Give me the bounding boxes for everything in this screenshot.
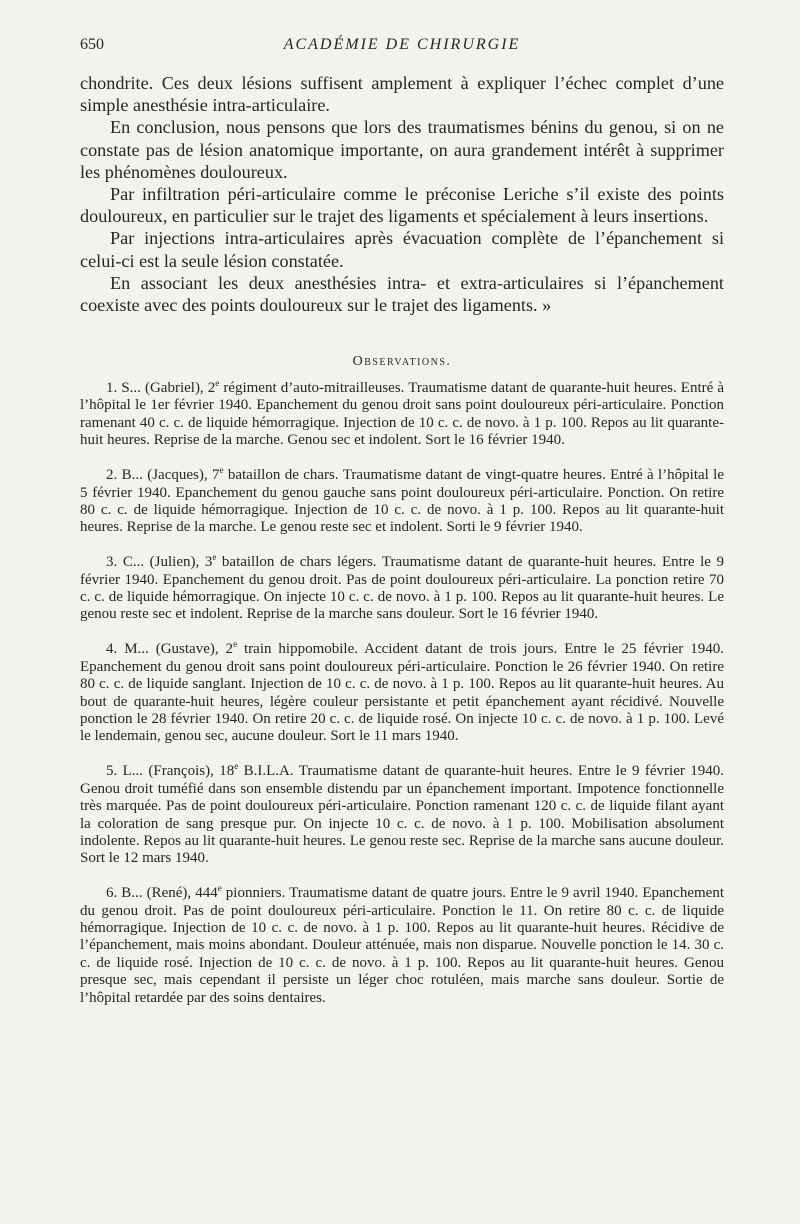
observation-item: [80, 467, 724, 537]
observation-lead: 6. B... (René), 444: [106, 885, 218, 902]
observation-item: [80, 885, 724, 1007]
paragraph: En conclusion, nous pensons que lors des traumatismes bénins du genou, si on ne constate pas de lésion anatomique importante, on aura grandement intérêt à supprimer les phénomènes douloureux.: [80, 117, 724, 182]
observation-text: bataillon de chars légers. Traumatisme datant de quarante-huit heures. Entre le 9 février 1940. Epanchement du genou droit. Pas de point douloureux péri-articulaire. La ponction retire 70 c. c. de liquide hémorragique. On injecte 10 c. c. de novo. à 1 p. 100. Repos au lit quarante-huit heures. Le genou reste sec et indolent. Reprise de la marche sans douleur. Sort le 16 février 1940.: [80, 554, 724, 623]
observation-text: bataillon de chars. Traumatisme datant de vingt-quatre heures. Entré à l’hôpital le 5 février 1940. Epanchement du genou gauche sans point douloureux péri-articulaire. Ponction. On retire 80 c. c. de liquide hémorragique. Injection de 10 c. c. de novo. à 1 p. 100. Repos au lit quarante-huit heures. Reprise de la marche. Le genou reste sec et indolent. Sorti le 9 février 1940.: [80, 467, 724, 536]
observation-item: [80, 554, 724, 624]
paragraph: chondrite. Ces deux lésions suffisent amplement à expliquer l’échec complet d’une simple anesthésie intra-articulaire.: [80, 73, 724, 116]
observation-text: régiment d’auto-mitrailleuses. Traumatisme datant de quarante-huit heures. Entré à l’hôpital le 1er février 1940. Epanchement du genou droit sans point douloureux péri-articulaire. Ponction ramenant 40 c. c. de liquide hémorragique. Injection de 10 c. c. de novo. à 1 p. 100. Repos au lit quarante-huit heures. Reprise de la marche. Genou sec et indolent. Sort le 16 février 1940.: [80, 380, 724, 449]
observation-item: [80, 380, 724, 450]
ordinal-superscript: e: [234, 761, 239, 772]
observation-lead: 5. L... (François), 18: [106, 763, 235, 780]
observations-list: [80, 380, 724, 1025]
ordinal-superscript: e: [212, 552, 217, 563]
ordinal-superscript: e: [217, 883, 222, 894]
paragraph: Par infiltration péri-articulaire comme le préconise Leriche s’il existe des points douloureux, en particulier sur le trajet des ligaments et spécialement à leurs insertions.: [80, 184, 724, 227]
section-heading: Observations.: [352, 354, 452, 369]
page-header: [80, 36, 724, 56]
observation-item: [80, 763, 724, 867]
paragraph: En associant les deux anesthésies intra- et extra-articulaires si l’épanchement coexiste avec des points douloureux sur le trajet des ligaments. »: [80, 272, 724, 316]
body-text: [80, 72, 724, 316]
paragraph: Par injections intra-articulaires après évacuation complète de l’épanchement si celui-ci est la seule lésion constatée.: [80, 228, 724, 271]
ordinal-superscript: e: [233, 639, 238, 650]
observation-text: train hippomobile. Accident datant de trois jours. Entre le 25 février 1940. Epanchement du genou droit sans point douloureux péri-articulaire. Ponction le 26 février 1940. On retire 80 c. c. de liquide sanglant. Injection de 10 c. c. de novo. à 1 p. 100. Repos au lit quarante-huit heures. Au bout de quarante-huit heures, légère couleur persistante et petit épanchement ayant récidivé. Nouvelle ponction le 28 février 1940. On retire 20 c. c. de liquide rosé. On injecte 10 c. c. de novo. à 1 p. 100. Levé le lendemain, genou sec, aucune douleur. Sort le 11 mars 1940.: [80, 641, 724, 745]
observation-lead: 4. M... (Gustave), 2: [106, 641, 234, 658]
observation-lead: 3. C... (Julien), 3: [106, 554, 213, 571]
observation-lead: 1. S... (Gabriel), 2: [106, 380, 216, 396]
page-number: 650: [80, 36, 104, 53]
ordinal-superscript: e: [219, 465, 224, 476]
observation-item: [80, 641, 724, 745]
ordinal-superscript: e: [215, 378, 220, 388]
observation-text: B.I.L.A. Traumatisme datant de quarante-huit heures. Entre le 9 février 1940. Genou droit tuméfié dans son ensemble distendu par un épanchement important. Impotence fonctionnelle très marquée. Pas de point douloureux péri-articulaire. Ponction ramenant 120 c. c. de liquide filant ayant la coloration de sang presque pur. On injecte 10 c. c. de novo. à 1 p. 100. Mobilisation absolument indolente. Repos au lit quarante-huit heures. Le genou reste sec. Reprise de la marche sans aucune douleur. Sort le 12 mars 1940.: [80, 763, 724, 867]
running-title: ACADÉMIE DE CHIRURGIE: [283, 36, 521, 53]
observation-text: pionniers. Traumatisme datant de quatre jours. Entre le 9 avril 1940. Epanchement du genou droit. Pas de point douloureux péri-articulaire. Ponction le 11. On retire 80 c. c. de liquide hémorragique. Injection de 10 c. c. de novo. à 1 p. 100. Repos au lit quarante-huit heures. Récidive de l’épanchement, mais moins abondant. Douleur atténuée, mais non disparue. Nouvelle ponction le 14. 30 c. c. de liquide rosé. Injection de 10 c. c. de novo. à 1 p. 100. Repos au lit quarante-huit heures. Genou presque sec, mais cependant il persiste un léger choc rotuléen, mais marche sans douleur. Sortie de l’hôpital retardée par des soins dentaires.: [80, 885, 724, 1006]
observation-lead: 2. B... (Jacques), 7: [106, 467, 220, 484]
